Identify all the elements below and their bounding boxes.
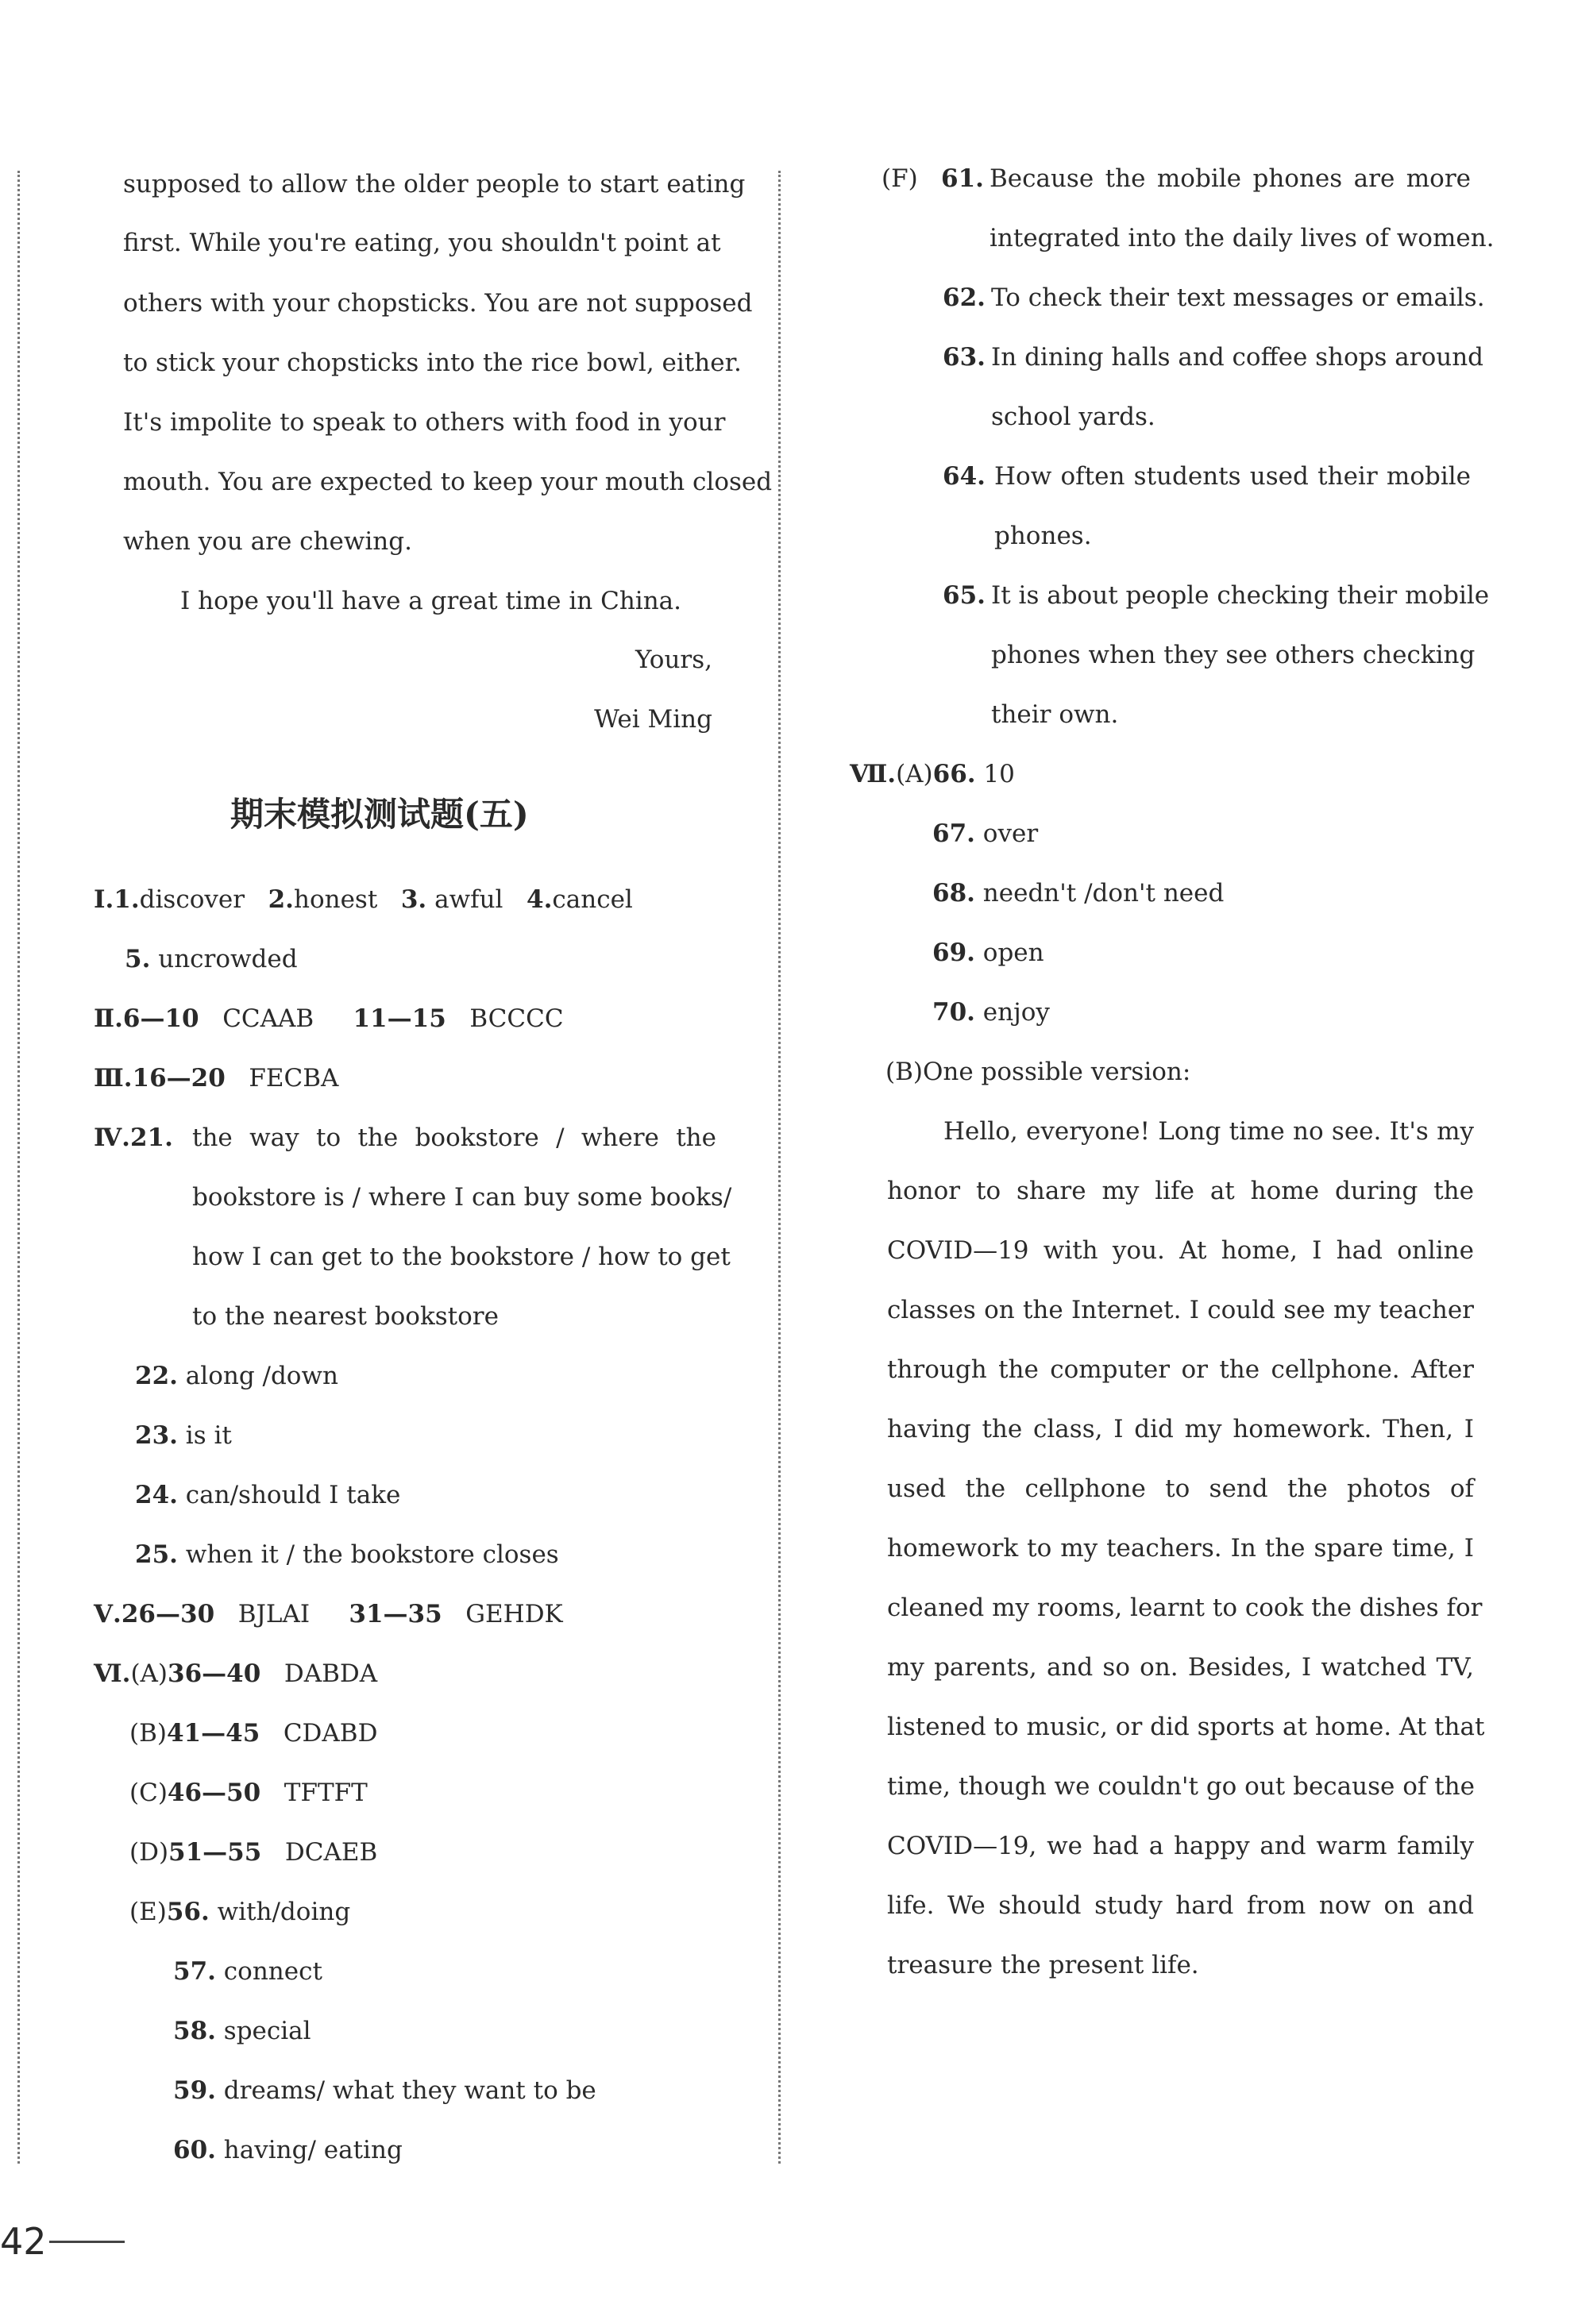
answer-row (135, 1420, 232, 1451)
page-number: 42 (0, 2220, 47, 2263)
answer: BCCCC (469, 1004, 564, 1033)
question-number: 58. (173, 2017, 216, 2045)
question-number: 69. (932, 938, 975, 967)
essay-line: used the cellphone to send the photos of (887, 1474, 1474, 1503)
section-5-answers (94, 1598, 563, 1630)
answer-line: It is about people checking their mobile (991, 581, 1490, 610)
page-number-rule (49, 2241, 125, 2243)
answer: uncrowded (150, 945, 298, 973)
part-label: (A) (130, 1659, 168, 1688)
question-number: 24. (135, 1481, 178, 1509)
center-dotted-divider (778, 171, 781, 2164)
question-number: 1. (114, 885, 140, 914)
section-numeral: Ⅰ. (94, 885, 114, 914)
essay-line: life. We should study hard from now on and (887, 1891, 1474, 1920)
letter-signoff: Yours, (635, 646, 712, 674)
answer: DABDA (284, 1659, 378, 1688)
essay-line: listened to music, or did sports at home. At that (887, 1713, 1485, 1741)
question-number: 21. (129, 1123, 173, 1152)
part-label: (E) (129, 1898, 167, 1926)
answer: over (974, 819, 1039, 848)
essay-line: cleaned my rooms, learnt to cook the dishes for (887, 1594, 1483, 1622)
question-range: 36—40 (168, 1659, 261, 1688)
section-3-answers (94, 1062, 338, 1094)
question-number (943, 580, 986, 611)
answer: honest (293, 885, 378, 914)
letter-line: first. While you're eating, you shouldn't point at (123, 229, 721, 257)
section-1-answers (94, 884, 633, 915)
answer-row (932, 937, 1044, 969)
answer: dreams/ what they want to be (215, 2076, 596, 2105)
answer: cancel (552, 885, 633, 914)
letter-signature: Wei Ming (594, 705, 712, 734)
essay-line: classes on the Internet. I could see my teacher (887, 1296, 1474, 1324)
question-number: 23. (135, 1421, 178, 1450)
question-number: 56. (166, 1898, 210, 1926)
letter-line: to stick your chopsticks into the rice bowl, either. (123, 349, 742, 377)
section-7-part-a (850, 758, 1015, 790)
section-6-part-e (129, 1896, 350, 1928)
section-numeral: Ⅲ. (94, 1064, 133, 1093)
question-number: 63. (943, 343, 986, 372)
part-label: (D) (129, 1838, 169, 1867)
question-number: 64. (943, 462, 986, 491)
question-number: 68. (932, 879, 975, 908)
answer: special (215, 2017, 311, 2045)
answer-line: phones when they see others checking (991, 641, 1476, 669)
essay-line: having the class, I did my homework. Then, I (887, 1415, 1474, 1443)
q21-answer-line: the way to the bookstore / where the (192, 1123, 716, 1152)
answer: having/ eating (215, 2136, 403, 2164)
question-number: 3. (400, 885, 427, 914)
essay-line: time, though we couldn't go out because of the (887, 1772, 1475, 1801)
answer-line: phones. (994, 522, 1092, 550)
question-range: 46—50 (167, 1779, 261, 1807)
answer: CCAAB (222, 1004, 314, 1033)
answer: is it (177, 1421, 232, 1450)
essay-line: my parents, and so on. Besides, I watched TV, (887, 1653, 1474, 1682)
section-2-answers (94, 1003, 564, 1035)
question-number: 59. (173, 2076, 216, 2105)
answer: TFTFT (284, 1779, 368, 1807)
question-number: 5. (125, 945, 151, 973)
question-number: 22. (135, 1362, 178, 1390)
answer: 10 (975, 760, 1015, 788)
answer: connect (215, 1957, 322, 1986)
part-b-label: (B)One possible version: (885, 1058, 1191, 1086)
letter-line: others with your chopsticks. You are not supposed (123, 289, 753, 318)
answer-line: school yards. (991, 403, 1155, 431)
answer: when it / the bookstore closes (177, 1540, 559, 1569)
answer: enjoy (974, 998, 1050, 1027)
question-number: 2. (268, 885, 294, 914)
essay-line: Hello, everyone! Long time no see. It's my (943, 1117, 1474, 1146)
question-number: 67. (932, 819, 975, 848)
question-number: 70. (932, 998, 975, 1027)
answer-row (932, 818, 1038, 850)
section-6-part-c (129, 1777, 368, 1809)
answer: along /down (177, 1362, 338, 1390)
answer-row (932, 877, 1224, 909)
answer-line: To check their text messages or emails. (991, 283, 1485, 312)
essay-line: homework to my teachers. In the spare time, I (887, 1534, 1474, 1563)
section-6-part-d (129, 1836, 377, 1868)
question-number (943, 341, 986, 373)
question-number: 25. (135, 1540, 178, 1569)
question-number: 62. (943, 283, 986, 312)
question-number (943, 282, 986, 314)
answer-row (173, 1956, 322, 1987)
part-label: (A) (896, 760, 933, 788)
answer: awful (426, 885, 503, 914)
answer-line: integrated into the daily lives of women. (990, 224, 1495, 252)
section-numeral: Ⅵ. (94, 1659, 131, 1688)
question-range: 26—30 (121, 1600, 215, 1628)
q21-answer-line: to the nearest bookstore (192, 1302, 499, 1331)
left-margin-dotted-line (17, 171, 20, 2164)
question-number (943, 461, 986, 492)
answer: open (974, 938, 1044, 967)
question-range: 11—15 (353, 1004, 446, 1033)
part-label: (C) (129, 1779, 168, 1807)
answer: DCAEB (284, 1838, 378, 1867)
section-4-numeral (94, 1122, 173, 1154)
part-f-label: (F) (882, 164, 918, 193)
section-numeral: Ⅳ. (94, 1123, 130, 1152)
essay-line: COVID—19 with you. At home, I had online (887, 1236, 1474, 1265)
essay-line: through the computer or the cellphone. After (887, 1355, 1474, 1384)
part-label: (B) (129, 1719, 167, 1748)
letter-line: mouth. You are expected to keep your mouth closed (123, 468, 773, 496)
question-range: 31—35 (349, 1600, 442, 1628)
answer-line: How often students used their mobile (994, 462, 1471, 491)
answer: CDABD (283, 1719, 378, 1748)
question-number: 60. (173, 2136, 216, 2164)
answer-row (135, 1479, 400, 1511)
q21-answer-line: how I can get to the bookstore / how to get (192, 1243, 731, 1271)
answer-row (135, 1539, 559, 1571)
essay-line: treasure the present life. (887, 1951, 1199, 1979)
essay-line: honor to share my life at home during the (887, 1177, 1474, 1205)
letter-closing-line: I hope you'll have a great time in China. (180, 587, 682, 615)
q21-answer-line: bookstore is / where I can buy some books/ (192, 1183, 732, 1212)
answer-row (932, 996, 1050, 1028)
answer: with/doing (209, 1898, 351, 1926)
section-1-answers-cont (125, 943, 298, 975)
question-range: 41—45 (166, 1719, 260, 1748)
section-title: 期末模拟测试题(五) (230, 795, 529, 834)
answer: needn't /don't need (974, 879, 1225, 908)
answer: BJLAI (237, 1600, 311, 1628)
answer-line: their own. (991, 700, 1119, 729)
answer-row (173, 2015, 311, 2047)
question-number (941, 163, 984, 195)
question-number: 65. (943, 581, 986, 610)
question-range: 51—55 (168, 1838, 262, 1867)
answer-line: Because the mobile phones are more (990, 164, 1471, 193)
answer: can/should I take (177, 1481, 401, 1509)
question-number: 66. (932, 760, 976, 788)
letter-line: It's impolite to speak to others with food in your (123, 408, 726, 437)
question-range: 6—10 (122, 1004, 199, 1033)
answer: GEHDK (465, 1600, 563, 1628)
answer-line: In dining halls and coffee shops around (991, 343, 1484, 372)
section-6-part-a (94, 1658, 377, 1690)
letter-line: when you are chewing. (123, 527, 412, 556)
letter-line: supposed to allow the older people to start eating (123, 170, 746, 198)
answer-row (173, 2134, 403, 2166)
question-number: 57. (173, 1957, 216, 1986)
question-number: 4. (527, 885, 553, 914)
question-range: 16—20 (132, 1064, 226, 1093)
section-numeral: Ⅴ. (94, 1600, 122, 1628)
section-6-part-b (129, 1717, 377, 1749)
answer-row (135, 1360, 338, 1392)
answer: discover (139, 885, 245, 914)
answer-row (173, 2075, 596, 2106)
section-numeral: Ⅶ. (850, 760, 897, 788)
section-numeral: Ⅱ. (94, 1004, 123, 1033)
question-number: 61. (941, 164, 984, 193)
essay-line: COVID—19, we had a happy and warm family (887, 1832, 1474, 1860)
answer: FECBA (249, 1064, 339, 1093)
